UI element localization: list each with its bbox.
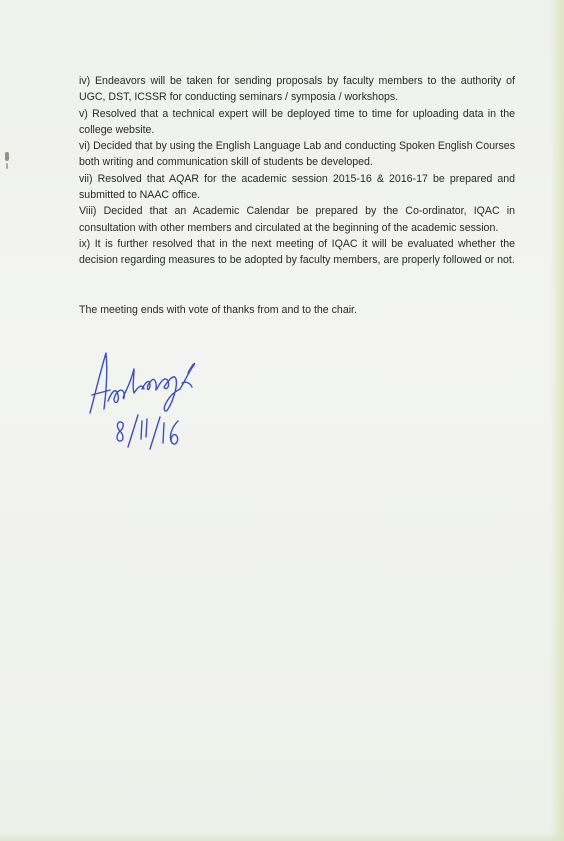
paper-bottom-shadow [0, 833, 564, 841]
resolution-item-vii: vii) Resolved that AQAR for the academic session 2015-16 & 2016-17 be prepared and submitted to NAAC office. [79, 172, 515, 202]
resolution-item-v: v) Resolved that a technical expert will be deployed time to time for uploading data in the college website. [79, 107, 515, 136]
paper-edge-shadow [550, 0, 564, 841]
scan-speck [5, 152, 9, 161]
closing-text: The meeting ends with vote of thanks from and to the chair. [79, 304, 357, 316]
resolution-item-vi: vi) Decided that by using the English Language Lab and conducting Spoken English Courses both writing and communication skill of students be developed. [79, 140, 515, 169]
resolutions-list [79, 73, 515, 269]
resolution-item-viii: Viii) Decided that an Academic Calendar be prepared by the Co-ordinator, IQAC in consultation with other members and circulated at the beginning of the academic session. [79, 205, 515, 234]
scan-speck [6, 163, 8, 169]
resolution-item-iv: iv) Endeavors will be taken for sending proposals by faculty members to the authority of UGC, DST, ICSSR for conducting seminars / symposia / workshops. [79, 75, 515, 104]
resolution-item-ix: ix) It is further resolved that in the next meeting of IQAC it will be evaluated whether the decision regarding measures to be adopted by faculty members, are properly followed or not. [79, 237, 515, 267]
handwritten-signature [84, 343, 214, 458]
closing-statement [79, 302, 515, 318]
